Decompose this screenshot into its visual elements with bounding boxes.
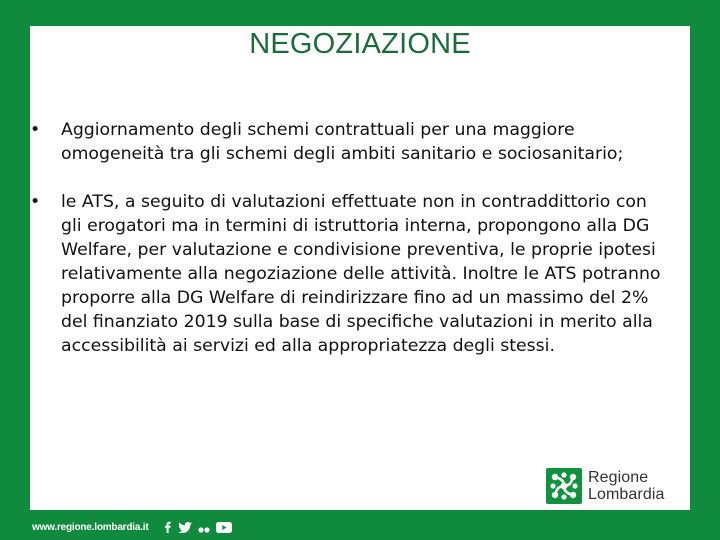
logo-text [588, 469, 665, 503]
rosa-camuna-icon [546, 468, 582, 504]
logo-line-2: Lombardia [588, 486, 665, 503]
facebook-icon[interactable] [163, 518, 172, 537]
youtube-icon[interactable] [216, 518, 232, 537]
slide-content [30, 26, 690, 510]
bullet-item [30, 118, 690, 166]
logo-line-1: Regione [588, 469, 649, 486]
twitter-icon[interactable] [178, 518, 192, 537]
slide-title: NEGOZIAZIONE [249, 28, 471, 60]
regione-lombardia-logo [546, 466, 676, 508]
bullet-item [30, 190, 690, 358]
bullet-text: le ATS, a seguito di valutazioni effettuate non in contraddittorio con gli erogatori ma in termini di istruttoria interna, propongono alla DG Welfare, per valutazione e condivisione preventiva, le proprie ipotesi relativamente alla negoziazione delle attività. Inoltre le ATS potranno proporre alla DG Welfare di reindirizzare fino ad un massimo del 2% del finanziato 2019 sulla base di specifiche valutazioni in merito alla accessibilità ai servizi ed alla appropriatezza degli stessi. [61, 192, 661, 356]
social-links [163, 518, 238, 537]
flickr-icon[interactable] [198, 518, 210, 537]
footer [32, 519, 238, 535]
bullet-list [30, 118, 690, 358]
bullet-text: Aggiornamento degli schemi contrattuali per una maggiore omogeneità tra gli schemi degli ambiti sanitario e sociosanitario; [61, 120, 624, 164]
bullet-marker: • [30, 192, 41, 212]
website-link[interactable]: www.regione.lombardia.it [32, 521, 149, 533]
bullet-marker: • [30, 120, 41, 140]
